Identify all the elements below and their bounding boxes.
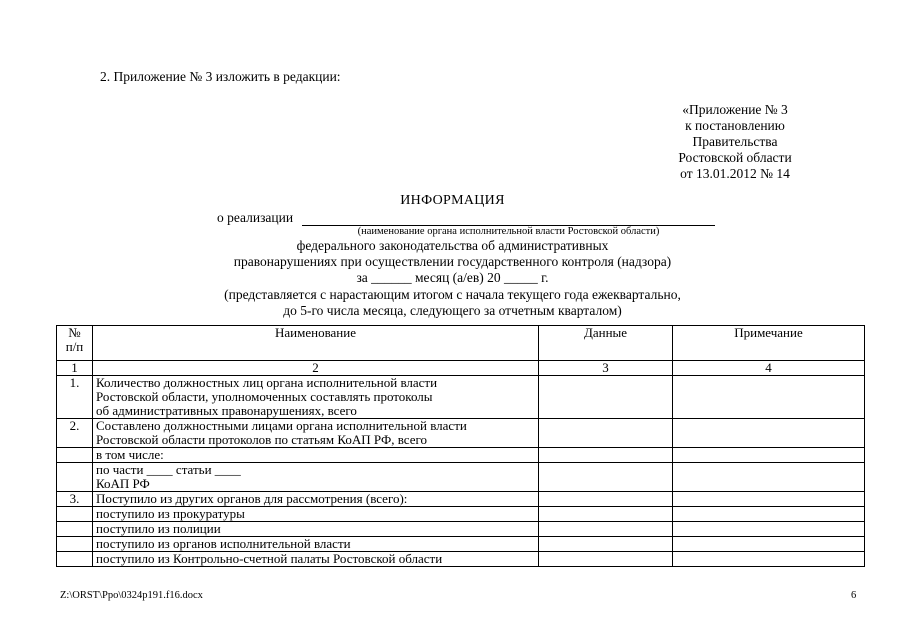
header-note: Примечание — [673, 326, 865, 361]
index-cell: 3 — [539, 361, 673, 376]
table-header-row — [57, 326, 865, 361]
table-row — [57, 448, 865, 463]
row-name: поступило из Контрольно-счетной палаты Ростовской области — [93, 552, 539, 567]
row-name: в том числе: — [93, 448, 539, 463]
realization-label: о реализации — [217, 210, 294, 225]
intro-text: 2. Приложение № 3 изложить в редакции: — [100, 69, 341, 84]
appendix-line: Правительства — [692, 134, 778, 149]
data-cell — [539, 537, 673, 552]
table-index-row — [57, 361, 865, 376]
table-row — [57, 376, 865, 419]
data-cell — [539, 419, 673, 448]
page-number: 6 — [851, 590, 857, 601]
subtitle-line: правонарушениях при осуществлении государственного контроля (надзора) — [233, 254, 672, 269]
appendix-line: «Приложение № 3 — [682, 102, 788, 117]
row-number: 3. — [57, 492, 93, 507]
realization-note: (наименование органа исполнительной власти Ростовской области) — [357, 226, 660, 237]
row-number: 2. — [57, 419, 93, 448]
period-line: за ______ месяц (а/ев) 20 _____ г. — [356, 270, 549, 285]
table-row — [57, 463, 865, 492]
row-number — [57, 537, 93, 552]
row-name: Поступило из других органов для рассмотрения (всего): — [93, 492, 539, 507]
row-number — [57, 463, 93, 492]
table-row — [57, 492, 865, 507]
instruction-line: до 5-го числа месяца, следующего за отчетным кварталом) — [283, 303, 622, 318]
data-cell — [539, 492, 673, 507]
row-number: 1. — [57, 376, 93, 419]
index-cell: 4 — [673, 361, 865, 376]
footer-file-path: Z:\ORST\Ppo\0324p191.f16.docx — [60, 590, 203, 601]
appendix-line: к постановлению — [685, 118, 785, 133]
table-row — [57, 537, 865, 552]
row-name: поступило из полиции — [93, 522, 539, 537]
note-cell — [673, 522, 865, 537]
index-cell: 2 — [93, 361, 539, 376]
note-cell — [673, 552, 865, 567]
table-row — [57, 522, 865, 537]
table-row — [57, 419, 865, 448]
row-number — [57, 507, 93, 522]
information-table — [56, 325, 865, 567]
header-name: Наименование — [93, 326, 539, 361]
data-cell — [539, 552, 673, 567]
document-title: ИНФОРМАЦИЯ — [400, 193, 505, 208]
instruction-line: (представляется с нарастающим итогом с начала текущего года ежеквартально, — [224, 287, 681, 302]
row-name: Составлено должностными лицами органа исполнительной власти Ростовской области протоколов по статьям КоАП РФ, всего — [93, 419, 539, 448]
appendix-line: Ростовской области — [678, 150, 792, 165]
note-cell — [673, 376, 865, 419]
data-cell — [539, 448, 673, 463]
row-name: Количество должностных лиц органа исполнительной власти Ростовской области, уполномоченных составлять протоколы об административных правонарушениях, всего — [93, 376, 539, 419]
row-number — [57, 448, 93, 463]
note-cell — [673, 537, 865, 552]
row-name: по части ____ статьи ____ КоАП РФ — [93, 463, 539, 492]
appendix-line: от 13.01.2012 № 14 — [680, 166, 790, 181]
header-data: Данные — [539, 326, 673, 361]
data-cell — [539, 507, 673, 522]
appendix-header — [640, 102, 830, 182]
note-cell — [673, 419, 865, 448]
subtitle-line: федерального законодательства об административных — [296, 238, 609, 253]
note-cell — [673, 492, 865, 507]
note-cell — [673, 507, 865, 522]
row-number — [57, 552, 93, 567]
data-cell — [539, 463, 673, 492]
note-cell — [673, 463, 865, 492]
data-cell — [539, 376, 673, 419]
row-name: поступило из прокуратуры — [93, 507, 539, 522]
index-cell: 1 — [57, 361, 93, 376]
header-num: № п/п — [57, 326, 93, 361]
note-cell — [673, 448, 865, 463]
data-cell — [539, 522, 673, 537]
table-row — [57, 552, 865, 567]
table-row — [57, 507, 865, 522]
row-name: поступило из органов исполнительной власти — [93, 537, 539, 552]
row-number — [57, 522, 93, 537]
